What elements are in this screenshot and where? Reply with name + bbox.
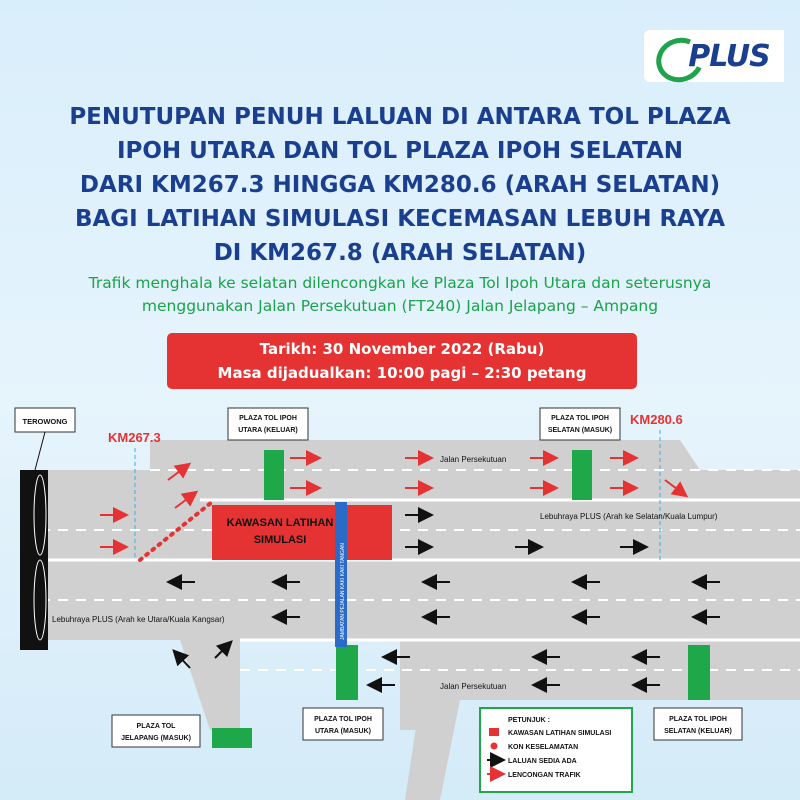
jalan-persekutuan-top-label: Jalan Persekutuan <box>440 455 507 464</box>
logo-text: PLUS <box>688 38 770 74</box>
legend-item-3: LALUAN SEDIA ADA <box>508 758 577 765</box>
plaza-selatan-keluar-l1: PLAZA TOL IPOH <box>669 716 727 723</box>
simulation-label-2: SIMULASI <box>253 534 307 546</box>
plaza-jelapang-l2: JELAPANG (MASUK) <box>121 735 191 742</box>
legend-cone-icon <box>491 743 498 750</box>
terowong-label: TEROWONG <box>22 417 68 426</box>
plaza-utara-keluar-l2: UTARA (KELUAR) <box>238 427 298 434</box>
legend-title: PETUNJUK : <box>508 717 551 724</box>
subtitle-line-2: menggunakan Jalan Persekutuan (FT240) Jalan Jelapang – Ampang <box>141 297 659 315</box>
terowong-pointer <box>35 432 45 470</box>
bridge-label: JAMBATAN PEJALAN KAKI KAKI TANGAN <box>340 543 346 640</box>
legend-item-1: KAWASAN LATIHAN SIMULASI <box>508 730 612 737</box>
subtitle-line-1: Trafik menghala ke selatan dilencongkan ke Plaza Tol Ipoh Utara dan seterusnya <box>88 274 712 292</box>
plaza-utara-masuk-l2: UTARA (MASUK) <box>315 728 371 735</box>
jalan-persekutuan-bottom-label: Jalan Persekutuan <box>440 682 507 691</box>
tunnel <box>20 470 48 650</box>
title-line-4: BAGI LATIHAN SIMULASI KECEMASAN LEBUH RAYA <box>74 206 726 232</box>
plus-logo <box>644 30 784 82</box>
plaza-selatan-masuk-l1: PLAZA TOL IPOH <box>551 415 609 422</box>
plaza-utara-masuk-box <box>303 708 383 740</box>
legend-item-4: LENCONGAN TRAFIK <box>508 772 581 779</box>
banner-date: Tarikh: 30 November 2022 (Rabu) <box>259 340 545 358</box>
plaza-selatan-masuk-l2: SELATAN (MASUK) <box>547 427 613 434</box>
title-line-1: PENUTUPAN PENUH LALUAN DI ANTARA TOL PLAZA <box>69 104 731 130</box>
plaza-jelapang-l1: PLAZA TOL <box>136 723 176 730</box>
plaza-selatan-keluar-l2: SELATAN (KELUAR) <box>664 728 732 735</box>
plaza-jelapang-box <box>112 715 200 747</box>
title-line-3: DARI KM267.3 HINGGA KM280.6 (ARAH SELATAN) <box>79 172 721 198</box>
plaza-selatan-masuk-box <box>540 408 620 440</box>
km-start-label: KM267.3 <box>108 430 161 445</box>
title-line-5: DI KM267.8 (ARAH SELATAN) <box>213 240 587 266</box>
banner-time: Masa dijadualkan: 10:00 pagi – 2:30 petang <box>217 364 587 382</box>
toll-booth-selatan-keluar <box>688 645 710 700</box>
title-line-2: IPOH UTARA DAN TOL PLAZA IPOH SELATAN <box>116 138 684 164</box>
toll-booth-utara-masuk <box>336 645 358 700</box>
toll-booth-utara-keluar <box>264 450 284 500</box>
schedule-banner <box>167 333 637 389</box>
plaza-utara-keluar-l1: PLAZA TOL IPOH <box>239 415 297 422</box>
legend-simulation-swatch <box>489 728 499 736</box>
km-end-label: KM280.6 <box>630 412 683 427</box>
lebuhraya-utara-label: Lebuhraya PLUS (Arah ke Utara/Kuala Kangsar) <box>52 615 225 624</box>
page-title <box>20 100 780 270</box>
subtitle <box>10 272 790 318</box>
toll-booth-jelapang <box>212 728 252 748</box>
simulation-label-1: KAWASAN LATIHAN <box>226 517 334 529</box>
simulation-area <box>212 505 392 560</box>
plaza-selatan-keluar-box <box>654 708 742 740</box>
lebuhraya-selatan-label: Lebuhraya PLUS (Arah ke Selatan/Kuala Lumpur) <box>540 512 718 521</box>
road-map <box>0 390 800 800</box>
toll-booth-selatan-masuk <box>572 450 592 500</box>
plaza-utara-masuk-l1: PLAZA TOL IPOH <box>314 716 372 723</box>
plaza-utara-keluar-box <box>228 408 308 440</box>
legend-item-2: KON KESELAMATAN <box>508 744 579 751</box>
